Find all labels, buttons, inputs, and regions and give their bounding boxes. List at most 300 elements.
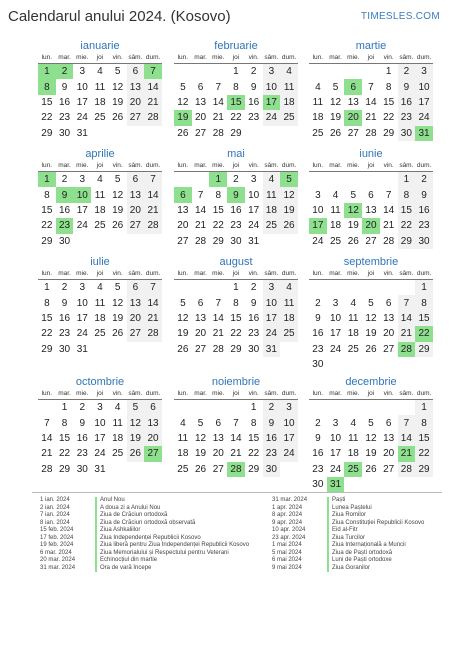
day-cell[interactable]: 29 <box>58 463 71 475</box>
day-cell[interactable]: 13 <box>127 79 145 94</box>
day-cell[interactable]: 16 <box>230 204 242 216</box>
day-cell[interactable]: 1 <box>385 66 392 78</box>
holiday-day-cell[interactable]: 25 <box>344 462 362 477</box>
day-cell[interactable]: 23 <box>58 328 71 340</box>
day-cell[interactable]: 24 <box>76 328 88 340</box>
day-cell[interactable]: 15 <box>248 432 260 444</box>
day-cell[interactable]: 16 <box>263 431 281 446</box>
day-cell[interactable]: 21 <box>144 203 162 218</box>
day-cell[interactable]: 17 <box>415 95 433 110</box>
day-cell[interactable]: 29 <box>398 234 416 249</box>
day-cell[interactable]: 7 <box>215 297 222 309</box>
day-cell[interactable]: 18 <box>177 448 189 460</box>
day-cell[interactable]: 12 <box>365 432 377 444</box>
day-cell[interactable]: 7 <box>197 189 204 201</box>
holiday-day-cell[interactable]: 27 <box>144 446 162 461</box>
day-cell[interactable]: 29 <box>248 463 260 475</box>
day-cell[interactable]: 8 <box>385 81 392 93</box>
day-cell[interactable]: 28 <box>144 218 162 233</box>
day-cell[interactable]: 19 <box>177 328 189 340</box>
day-cell[interactable]: 26 <box>347 235 359 247</box>
day-cell[interactable]: 2 <box>415 172 433 187</box>
day-cell[interactable]: 20 <box>127 203 145 218</box>
day-cell[interactable]: 25 <box>94 220 106 232</box>
day-cell[interactable]: 16 <box>312 328 324 340</box>
day-cell[interactable]: 6 <box>127 64 145 79</box>
day-cell[interactable]: 9 <box>398 79 416 94</box>
day-cell[interactable]: 26 <box>365 463 377 475</box>
day-cell[interactable]: 30 <box>312 359 324 371</box>
day-cell[interactable]: 4 <box>280 280 298 295</box>
day-cell[interactable]: 19 <box>329 112 342 124</box>
day-cell[interactable]: 28 <box>398 462 416 477</box>
day-cell[interactable]: 17 <box>329 328 342 340</box>
day-cell[interactable]: 10 <box>76 297 88 309</box>
day-cell[interactable]: 26 <box>194 463 207 475</box>
day-cell[interactable]: 23 <box>312 343 324 355</box>
day-cell[interactable]: 28 <box>212 343 224 355</box>
day-cell[interactable]: 30 <box>58 343 71 355</box>
day-cell[interactable]: 22 <box>212 220 224 232</box>
day-cell[interactable]: 27 <box>177 235 189 247</box>
day-cell[interactable]: 3 <box>97 402 103 414</box>
holiday-day-cell[interactable]: 15 <box>227 95 245 110</box>
holiday-day-cell[interactable]: 12 <box>344 203 362 218</box>
holiday-day-cell[interactable]: 28 <box>227 462 245 477</box>
day-cell[interactable]: 11 <box>94 189 106 201</box>
day-cell[interactable]: 18 <box>112 432 124 444</box>
day-cell[interactable]: 23 <box>76 448 88 460</box>
day-cell[interactable]: 1 <box>44 282 50 294</box>
day-cell[interactable]: 20 <box>177 220 189 232</box>
day-cell[interactable]: 24 <box>76 112 88 124</box>
day-cell[interactable]: 3 <box>79 282 86 294</box>
day-cell[interactable]: 8 <box>233 297 239 309</box>
day-cell[interactable]: 7 <box>144 172 162 187</box>
day-cell[interactable]: 15 <box>383 96 395 108</box>
day-cell[interactable]: 9 <box>79 417 86 429</box>
holiday-day-cell[interactable]: 7 <box>144 64 162 79</box>
day-cell[interactable]: 11 <box>348 312 359 324</box>
day-cell[interactable]: 3 <box>280 400 298 415</box>
day-cell[interactable]: 15 <box>212 204 224 216</box>
day-cell[interactable]: 11 <box>177 432 189 444</box>
day-cell[interactable]: 27 <box>194 127 207 139</box>
day-cell[interactable]: 2 <box>315 297 321 309</box>
day-cell[interactable]: 19 <box>194 448 207 460</box>
day-cell[interactable]: 24 <box>76 220 88 232</box>
day-cell[interactable]: 6 <box>127 280 145 295</box>
day-cell[interactable]: 11 <box>280 79 298 94</box>
day-cell[interactable]: 22 <box>248 448 260 460</box>
day-cell[interactable]: 11 <box>263 187 281 202</box>
day-cell[interactable]: 8 <box>44 297 50 309</box>
holiday-day-cell[interactable]: 1 <box>38 64 56 79</box>
day-cell[interactable]: 12 <box>127 415 145 430</box>
day-cell[interactable]: 5 <box>127 400 145 415</box>
day-cell[interactable]: 30 <box>398 126 416 141</box>
day-cell[interactable]: 19 <box>365 328 377 340</box>
holiday-day-cell[interactable]: 21 <box>398 446 416 461</box>
day-cell[interactable]: 2 <box>79 402 86 414</box>
day-cell[interactable]: 4 <box>280 64 298 79</box>
day-cell[interactable]: 25 <box>94 112 106 124</box>
day-cell[interactable]: 30 <box>415 234 433 249</box>
day-cell[interactable]: 8 <box>250 417 257 429</box>
day-cell[interactable]: 28 <box>383 235 395 247</box>
day-cell[interactable]: 13 <box>347 96 359 108</box>
day-cell[interactable]: 7 <box>368 81 374 93</box>
day-cell[interactable]: 14 <box>398 431 416 446</box>
day-cell[interactable]: 25 <box>263 218 281 233</box>
day-cell[interactable]: 1 <box>61 402 68 414</box>
day-cell[interactable]: 10 <box>280 415 298 430</box>
day-cell[interactable]: 27 <box>365 235 377 247</box>
day-cell[interactable]: 19 <box>347 220 359 232</box>
day-cell[interactable]: 25 <box>112 448 124 460</box>
holiday-day-cell[interactable]: 9 <box>227 187 245 202</box>
day-cell[interactable]: 10 <box>312 204 324 216</box>
day-cell[interactable]: 15 <box>41 96 53 108</box>
day-cell[interactable]: 18 <box>263 203 281 218</box>
day-cell[interactable]: 18 <box>347 448 359 460</box>
day-cell[interactable]: 27 <box>347 127 359 139</box>
day-cell[interactable]: 7 <box>233 417 239 429</box>
day-cell[interactable]: 17 <box>329 448 342 460</box>
day-cell[interactable]: 3 <box>332 417 339 429</box>
day-cell[interactable]: 9 <box>250 297 257 309</box>
day-cell[interactable]: 18 <box>94 96 106 108</box>
day-cell[interactable]: 29 <box>230 343 242 355</box>
day-cell[interactable]: 26 <box>127 446 145 461</box>
day-cell[interactable]: 21 <box>144 311 162 326</box>
day-cell[interactable]: 28 <box>212 127 224 139</box>
holiday-day-cell[interactable]: 1 <box>38 172 56 187</box>
day-cell[interactable]: 9 <box>61 81 68 93</box>
day-cell[interactable]: 20 <box>383 328 395 340</box>
day-cell[interactable]: 19 <box>112 312 124 324</box>
day-cell[interactable]: 14 <box>144 187 162 202</box>
day-cell[interactable]: 9 <box>315 432 321 444</box>
day-cell[interactable]: 14 <box>212 312 224 324</box>
day-cell[interactable]: 28 <box>144 326 162 341</box>
day-cell[interactable]: 7 <box>44 417 50 429</box>
day-cell[interactable]: 18 <box>94 312 106 324</box>
day-cell[interactable]: 4 <box>350 417 357 429</box>
day-cell[interactable]: 30 <box>263 462 281 477</box>
day-cell[interactable]: 4 <box>315 81 321 93</box>
day-cell[interactable]: 19 <box>112 96 124 108</box>
day-cell[interactable]: 26 <box>365 343 377 355</box>
day-cell[interactable]: 23 <box>248 328 260 340</box>
holiday-day-cell[interactable]: 19 <box>174 110 192 125</box>
brand-link[interactable]: TIMESLES.COM <box>360 11 440 22</box>
day-cell[interactable]: 24 <box>415 110 433 125</box>
day-cell[interactable]: 8 <box>415 295 433 310</box>
day-cell[interactable]: 16 <box>398 95 416 110</box>
day-cell[interactable]: 28 <box>144 110 162 125</box>
day-cell[interactable]: 15 <box>58 432 71 444</box>
day-cell[interactable]: 31 <box>248 235 260 247</box>
day-cell[interactable]: 10 <box>329 312 342 324</box>
day-cell[interactable]: 27 <box>383 343 395 355</box>
day-cell[interactable]: 21 <box>41 448 53 460</box>
day-cell[interactable]: 10 <box>76 81 88 93</box>
day-cell[interactable]: 10 <box>94 417 106 429</box>
day-cell[interactable]: 11 <box>112 417 123 429</box>
day-cell[interactable]: 5 <box>197 417 204 429</box>
day-cell[interactable]: 6 <box>197 81 204 93</box>
day-cell[interactable]: 15 <box>230 312 242 324</box>
day-cell[interactable]: 22 <box>41 220 53 232</box>
day-cell[interactable]: 16 <box>415 203 433 218</box>
day-cell[interactable]: 27 <box>127 326 145 341</box>
day-cell[interactable]: 11 <box>312 96 324 108</box>
day-cell[interactable]: 9 <box>250 81 257 93</box>
day-cell[interactable]: 11 <box>348 432 359 444</box>
day-cell[interactable]: 14 <box>230 432 242 444</box>
day-cell[interactable]: 2 <box>250 66 257 78</box>
day-cell[interactable]: 3 <box>415 64 433 79</box>
holiday-day-cell[interactable]: 31 <box>415 126 433 141</box>
day-cell[interactable]: 29 <box>212 235 224 247</box>
day-cell[interactable]: 28 <box>194 235 207 247</box>
day-cell[interactable]: 13 <box>127 295 145 310</box>
day-cell[interactable]: 21 <box>212 328 224 340</box>
day-cell[interactable]: 24 <box>263 326 281 341</box>
day-cell[interactable]: 22 <box>398 218 416 233</box>
day-cell[interactable]: 11 <box>94 297 106 309</box>
day-cell[interactable]: 30 <box>230 235 242 247</box>
day-cell[interactable]: 5 <box>368 417 374 429</box>
day-cell[interactable]: 4 <box>180 417 186 429</box>
day-cell[interactable]: 16 <box>248 312 260 324</box>
day-cell[interactable]: 29 <box>41 343 53 355</box>
day-cell[interactable]: 22 <box>41 328 53 340</box>
day-cell[interactable]: 2 <box>61 282 68 294</box>
day-cell[interactable]: 16 <box>76 432 88 444</box>
day-cell[interactable]: 1 <box>250 402 257 414</box>
day-cell[interactable]: 10 <box>415 79 433 94</box>
day-cell[interactable]: 20 <box>194 328 207 340</box>
day-cell[interactable]: 21 <box>365 112 377 124</box>
day-cell[interactable]: 24 <box>280 446 298 461</box>
day-cell[interactable]: 9 <box>415 187 433 202</box>
day-cell[interactable]: 20 <box>127 95 145 110</box>
day-cell[interactable]: 5 <box>180 297 186 309</box>
day-cell[interactable]: 5 <box>114 66 121 78</box>
day-cell[interactable]: 12 <box>280 187 298 202</box>
day-cell[interactable]: 27 <box>383 463 395 475</box>
day-cell[interactable]: 18 <box>312 112 324 124</box>
day-cell[interactable]: 21 <box>230 448 242 460</box>
day-cell[interactable]: 25 <box>94 328 106 340</box>
day-cell[interactable]: 22 <box>415 446 433 461</box>
day-cell[interactable]: 3 <box>250 174 257 186</box>
day-cell[interactable]: 29 <box>41 235 53 247</box>
day-cell[interactable]: 14 <box>383 204 395 216</box>
day-cell[interactable]: 2 <box>398 64 416 79</box>
day-cell[interactable]: 15 <box>415 311 433 326</box>
day-cell[interactable]: 7 <box>144 280 162 295</box>
day-cell[interactable]: 12 <box>329 96 342 108</box>
day-cell[interactable]: 4 <box>114 402 121 414</box>
day-cell[interactable]: 5 <box>350 189 357 201</box>
day-cell[interactable]: 13 <box>127 187 145 202</box>
day-cell[interactable]: 1 <box>415 400 433 415</box>
day-cell[interactable]: 19 <box>112 204 124 216</box>
day-cell[interactable]: 23 <box>415 218 433 233</box>
day-cell[interactable]: 8 <box>233 81 239 93</box>
day-cell[interactable]: 1 <box>233 66 239 78</box>
holiday-day-cell[interactable]: 17 <box>309 218 327 233</box>
day-cell[interactable]: 22 <box>41 112 53 124</box>
holiday-day-cell[interactable]: 5 <box>280 172 298 187</box>
day-cell[interactable]: 21 <box>194 220 207 232</box>
day-cell[interactable]: 6 <box>385 417 392 429</box>
day-cell[interactable]: 22 <box>230 112 242 124</box>
day-cell[interactable]: 28 <box>41 463 53 475</box>
day-cell[interactable]: 10 <box>248 189 260 201</box>
day-cell[interactable]: 12 <box>112 297 124 309</box>
day-cell[interactable]: 3 <box>79 66 86 78</box>
day-cell[interactable]: 1 <box>415 280 433 295</box>
day-cell[interactable]: 5 <box>114 282 121 294</box>
day-cell[interactable]: 14 <box>144 79 162 94</box>
day-cell[interactable]: 7 <box>215 81 222 93</box>
day-cell[interactable]: 29 <box>415 342 433 357</box>
day-cell[interactable]: 16 <box>58 204 71 216</box>
day-cell[interactable]: 17 <box>94 432 106 444</box>
day-cell[interactable]: 27 <box>212 463 224 475</box>
day-cell[interactable]: 8 <box>61 417 68 429</box>
day-cell[interactable]: 13 <box>365 204 377 216</box>
day-cell[interactable]: 29 <box>383 127 395 139</box>
day-cell[interactable]: 4 <box>97 282 103 294</box>
day-cell[interactable]: 14 <box>212 96 224 108</box>
day-cell[interactable]: 23 <box>230 220 242 232</box>
day-cell[interactable]: 25 <box>329 235 342 247</box>
day-cell[interactable]: 20 <box>212 448 224 460</box>
day-cell[interactable]: 31 <box>263 342 281 357</box>
day-cell[interactable]: 13 <box>144 415 162 430</box>
day-cell[interactable]: 7 <box>398 295 416 310</box>
day-cell[interactable]: 12 <box>365 312 377 324</box>
day-cell[interactable]: 13 <box>383 312 395 324</box>
day-cell[interactable]: 7 <box>398 415 416 430</box>
day-cell[interactable]: 13 <box>177 204 189 216</box>
day-cell[interactable]: 27 <box>127 110 145 125</box>
day-cell[interactable]: 5 <box>332 81 339 93</box>
day-cell[interactable]: 31 <box>76 343 88 355</box>
day-cell[interactable]: 23 <box>263 446 281 461</box>
day-cell[interactable]: 24 <box>248 220 260 232</box>
day-cell[interactable]: 12 <box>177 96 189 108</box>
day-cell[interactable]: 14 <box>365 96 377 108</box>
day-cell[interactable]: 9 <box>263 415 281 430</box>
day-cell[interactable]: 24 <box>263 110 281 125</box>
day-cell[interactable]: 23 <box>58 112 71 124</box>
day-cell[interactable]: 22 <box>58 448 71 460</box>
day-cell[interactable]: 31 <box>76 127 88 139</box>
day-cell[interactable]: 13 <box>383 432 395 444</box>
holiday-day-cell[interactable]: 20 <box>344 110 362 125</box>
day-cell[interactable]: 18 <box>94 204 106 216</box>
day-cell[interactable]: 17 <box>263 311 281 326</box>
day-cell[interactable]: 30 <box>58 235 71 247</box>
day-cell[interactable]: 16 <box>58 312 71 324</box>
day-cell[interactable]: 17 <box>76 204 88 216</box>
holiday-day-cell[interactable]: 10 <box>73 187 91 202</box>
day-cell[interactable]: 22 <box>230 328 242 340</box>
day-cell[interactable]: 12 <box>112 189 124 201</box>
day-cell[interactable]: 2 <box>233 174 239 186</box>
day-cell[interactable]: 29 <box>415 462 433 477</box>
day-cell[interactable]: 19 <box>365 448 377 460</box>
day-cell[interactable]: 25 <box>177 463 189 475</box>
day-cell[interactable]: 9 <box>315 312 321 324</box>
day-cell[interactable]: 8 <box>215 189 222 201</box>
day-cell[interactable]: 29 <box>41 127 53 139</box>
day-cell[interactable]: 25 <box>347 343 359 355</box>
day-cell[interactable]: 14 <box>398 311 416 326</box>
day-cell[interactable]: 14 <box>41 432 53 444</box>
day-cell[interactable]: 4 <box>97 66 103 78</box>
day-cell[interactable]: 24 <box>329 343 342 355</box>
day-cell[interactable]: 3 <box>79 174 86 186</box>
day-cell[interactable]: 4 <box>332 189 339 201</box>
day-cell[interactable]: 2 <box>250 282 257 294</box>
day-cell[interactable]: 4 <box>263 172 281 187</box>
day-cell[interactable]: 21 <box>398 326 416 341</box>
day-cell[interactable]: 21 <box>383 220 395 232</box>
day-cell[interactable]: 17 <box>76 312 88 324</box>
day-cell[interactable]: 8 <box>398 187 416 202</box>
day-cell[interactable]: 10 <box>329 432 342 444</box>
day-cell[interactable]: 17 <box>76 96 88 108</box>
day-cell[interactable]: 2 <box>263 400 281 415</box>
day-cell[interactable]: 6 <box>385 297 392 309</box>
day-cell[interactable]: 1 <box>233 282 239 294</box>
day-cell[interactable]: 26 <box>112 328 124 340</box>
day-cell[interactable]: 17 <box>248 204 260 216</box>
day-cell[interactable]: 6 <box>215 417 222 429</box>
day-cell[interactable]: 18 <box>280 95 298 110</box>
day-cell[interactable]: 8 <box>415 415 433 430</box>
day-cell[interactable]: 15 <box>398 203 416 218</box>
day-cell[interactable]: 4 <box>97 174 103 186</box>
day-cell[interactable]: 14 <box>194 204 207 216</box>
day-cell[interactable]: 26 <box>112 112 124 124</box>
day-cell[interactable]: 26 <box>329 127 342 139</box>
day-cell[interactable]: 3 <box>315 189 321 201</box>
day-cell[interactable]: 8 <box>44 189 50 201</box>
day-cell[interactable]: 24 <box>329 463 342 475</box>
holiday-day-cell[interactable]: 20 <box>362 218 380 233</box>
holiday-day-cell[interactable]: 23 <box>56 218 74 233</box>
day-cell[interactable]: 15 <box>41 312 53 324</box>
day-cell[interactable]: 20 <box>144 431 162 446</box>
day-cell[interactable]: 27 <box>194 343 207 355</box>
day-cell[interactable]: 30 <box>58 127 71 139</box>
holiday-day-cell[interactable]: 6 <box>174 187 192 202</box>
day-cell[interactable]: 22 <box>383 112 395 124</box>
day-cell[interactable]: 18 <box>329 220 342 232</box>
day-cell[interactable]: 3 <box>263 64 281 79</box>
day-cell[interactable]: 25 <box>280 326 298 341</box>
holiday-day-cell[interactable]: 1 <box>209 172 227 187</box>
day-cell[interactable]: 12 <box>194 432 207 444</box>
